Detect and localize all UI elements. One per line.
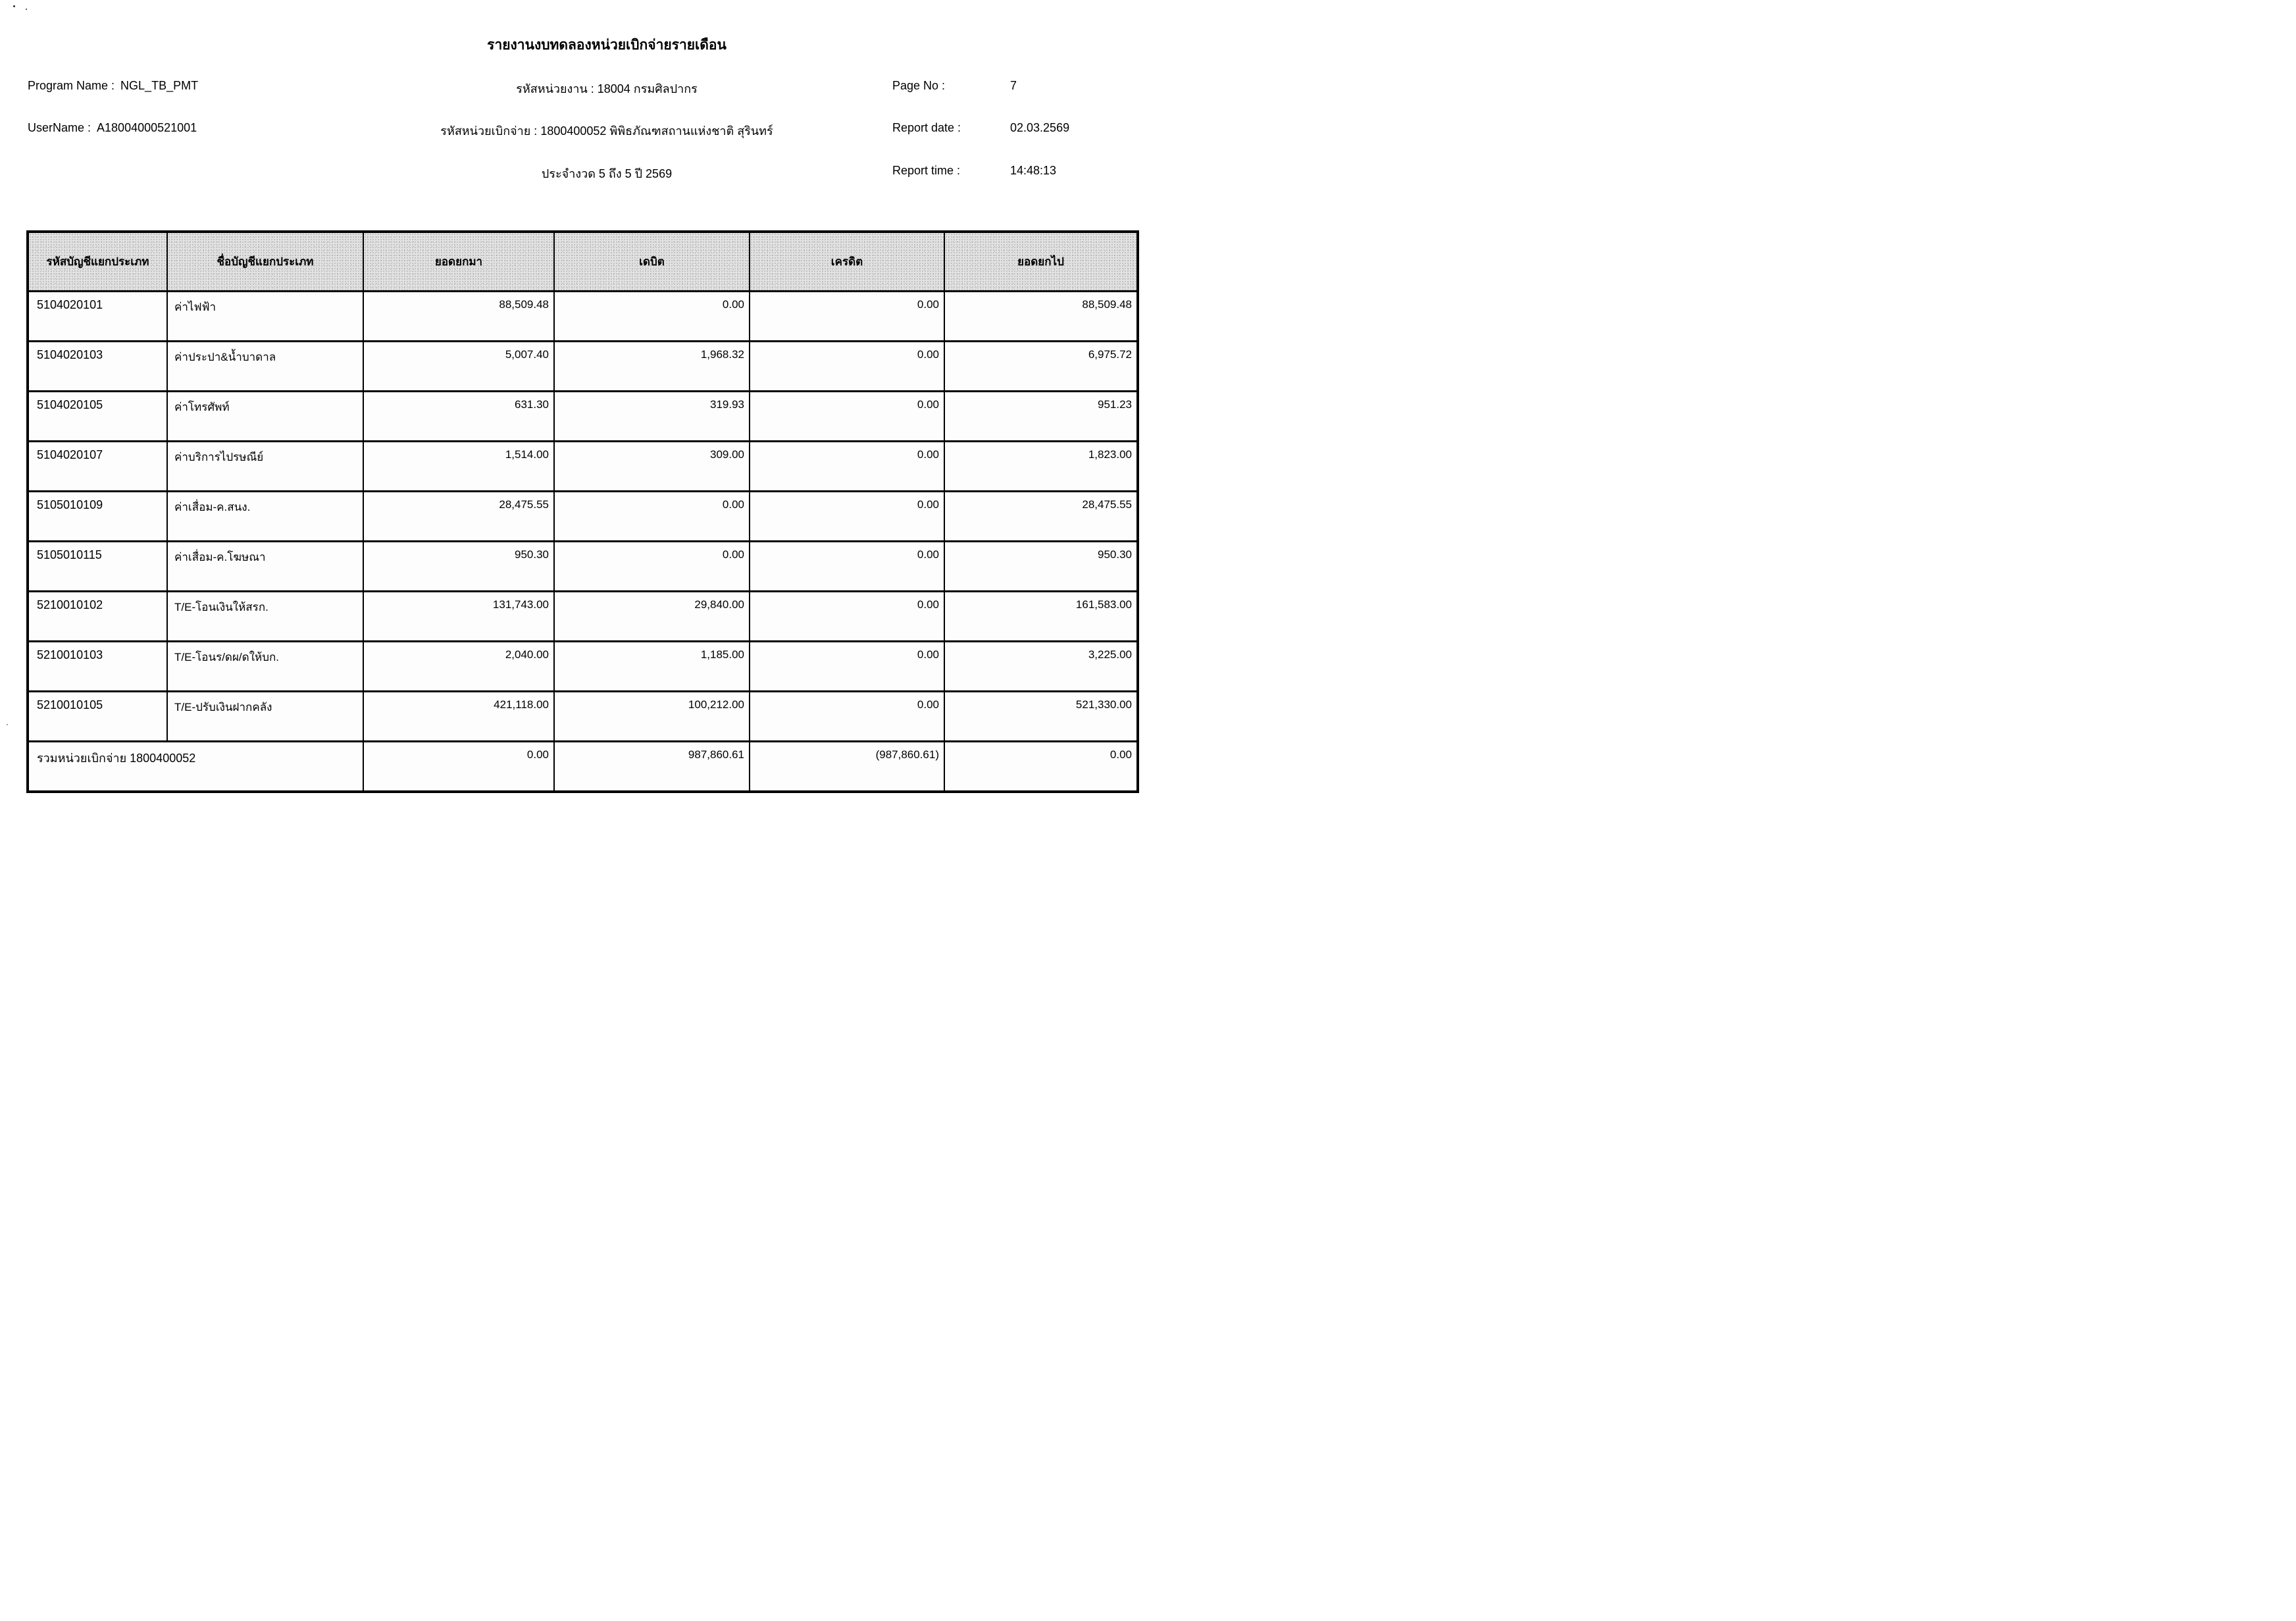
debit-cell: 0.00 (554, 542, 750, 592)
page-no-value: 7 (1010, 79, 1017, 92)
debit-cell: 1,968.32 (554, 342, 750, 392)
closing-balance-cell: 1,823.00 (944, 442, 1138, 492)
program-name-label: Program Name : (28, 79, 115, 92)
account-name-cell: ค่าไฟฟ้า (167, 292, 363, 342)
scan-speck (26, 9, 27, 10)
header-account-code: รหัสบัญชีแยกประเภท (28, 232, 167, 292)
table-header-row (28, 232, 1138, 292)
total-closing-balance-cell: 0.00 (944, 742, 1138, 792)
credit-cell: 0.00 (750, 642, 944, 692)
opening-balance-cell: 131,743.00 (363, 592, 554, 642)
report-time-line (892, 164, 1056, 178)
closing-balance-cell: 28,475.55 (944, 492, 1138, 542)
header-debit: เดบิต (554, 232, 750, 292)
closing-balance-cell: 951.23 (944, 392, 1138, 442)
credit-cell: 0.00 (750, 692, 944, 742)
opening-balance-cell: 88,509.48 (363, 292, 554, 342)
table-row (28, 442, 1138, 492)
account-code-cell: 5104020103 (28, 342, 167, 392)
report-time-value: 14:48:13 (1010, 164, 1057, 177)
debit-cell: 29,840.00 (554, 592, 750, 642)
period-line: ประจำงวด 5 ถึง 5 ปี 2569 (541, 167, 673, 180)
header-closing-balance: ยอดยกไป (944, 232, 1138, 292)
account-name-cell: T/E-โอนเงินให้สรก. (167, 592, 363, 642)
disbursement-unit-line: รหัสหน่วยเบิกจ่าย : 1800400052 พิพิธภัณฑสถานแห่งชาติ สุรินทร์ (440, 124, 773, 138)
account-name-cell: ค่าเสื่อม-ค.โฆษณา (167, 542, 363, 592)
closing-balance-cell: 88,509.48 (944, 292, 1138, 342)
opening-balance-cell: 5,007.40 (363, 342, 554, 392)
table-row (28, 542, 1138, 592)
closing-balance-cell: 6,975.72 (944, 342, 1138, 392)
table-row (28, 692, 1138, 742)
credit-cell: 0.00 (750, 492, 944, 542)
table-row (28, 392, 1138, 442)
account-name-cell: ค่าบริการไปรษณีย์ (167, 442, 363, 492)
account-code-cell: 5210010105 (28, 692, 167, 742)
account-name-cell: ค่าประปา&น้ำบาดาล (167, 342, 363, 392)
credit-cell: 0.00 (750, 542, 944, 592)
opening-balance-cell: 28,475.55 (363, 492, 554, 542)
debit-cell: 0.00 (554, 292, 750, 342)
account-code-cell: 5104020101 (28, 292, 167, 342)
closing-balance-cell: 161,583.00 (944, 592, 1138, 642)
closing-balance-cell: 521,330.00 (944, 692, 1138, 742)
table-row (28, 492, 1138, 542)
table-row (28, 342, 1138, 392)
scan-speck (13, 5, 15, 7)
scan-speck (7, 724, 8, 725)
table-row (28, 292, 1138, 342)
debit-cell: 100,212.00 (554, 692, 750, 742)
page-no-label: Page No : (892, 79, 946, 92)
debit-cell: 0.00 (554, 492, 750, 542)
page-no-line (892, 79, 1017, 93)
opening-balance-cell: 1,514.00 (363, 442, 554, 492)
opening-balance-cell: 2,040.00 (363, 642, 554, 692)
debit-cell: 319.93 (554, 392, 750, 442)
credit-cell: 0.00 (750, 292, 944, 342)
debit-cell: 1,185.00 (554, 642, 750, 692)
account-name-cell: T/E-ปรับเงินฝากคลัง (167, 692, 363, 742)
report-date-value: 02.03.2569 (1010, 121, 1070, 134)
header-credit: เครดิต (750, 232, 944, 292)
total-label-cell: รวมหน่วยเบิกจ่าย 1800400052 (28, 742, 363, 792)
account-name-cell: T/E-โอนร/ดผ/ดให้บก. (167, 642, 363, 692)
opening-balance-cell: 421,118.00 (363, 692, 554, 742)
table-row (28, 592, 1138, 642)
header-opening-balance: ยอดยกมา (363, 232, 554, 292)
header-account-name: ชื่อบัญชีแยกประเภท (167, 232, 363, 292)
report-date-line (892, 121, 1069, 135)
account-code-cell: 5210010103 (28, 642, 167, 692)
debit-cell: 309.00 (554, 442, 750, 492)
document-page (0, 0, 1148, 810)
closing-balance-cell: 950.30 (944, 542, 1138, 592)
opening-balance-cell: 950.30 (363, 542, 554, 592)
username-line (28, 121, 197, 135)
program-name-value: NGL_TB_PMT (120, 79, 199, 92)
account-code-cell: 5210010102 (28, 592, 167, 642)
opening-balance-cell: 631.30 (363, 392, 554, 442)
credit-cell: 0.00 (750, 342, 944, 392)
program-name-line (28, 79, 198, 93)
total-credit-cell: (987,860.61) (750, 742, 944, 792)
total-row (28, 742, 1138, 792)
agency-code-line: รหัสหน่วยงาน : 18004 กรมศิลปากร (516, 82, 698, 95)
account-code-cell: 5104020107 (28, 442, 167, 492)
account-code-cell: 5105010109 (28, 492, 167, 542)
table-row (28, 642, 1138, 692)
credit-cell: 0.00 (750, 442, 944, 492)
account-code-cell: 5105010115 (28, 542, 167, 592)
username-label: UserName : (28, 121, 91, 134)
trial-balance-table (26, 230, 1139, 793)
total-opening-balance-cell: 0.00 (363, 742, 554, 792)
report-date-label: Report date : (892, 121, 961, 134)
account-name-cell: ค่าเสื่อม-ค.สนง. (167, 492, 363, 542)
account-name-cell: ค่าโทรศัพท์ (167, 392, 363, 442)
closing-balance-cell: 3,225.00 (944, 642, 1138, 692)
report-title: รายงานงบทดลองหน่วยเบิกจ่ายรายเดือน (487, 38, 727, 53)
total-debit-cell: 987,860.61 (554, 742, 750, 792)
credit-cell: 0.00 (750, 592, 944, 642)
username-value: A18004000521001 (97, 121, 197, 134)
report-time-label: Report time : (892, 164, 961, 177)
account-code-cell: 5104020105 (28, 392, 167, 442)
credit-cell: 0.00 (750, 392, 944, 442)
